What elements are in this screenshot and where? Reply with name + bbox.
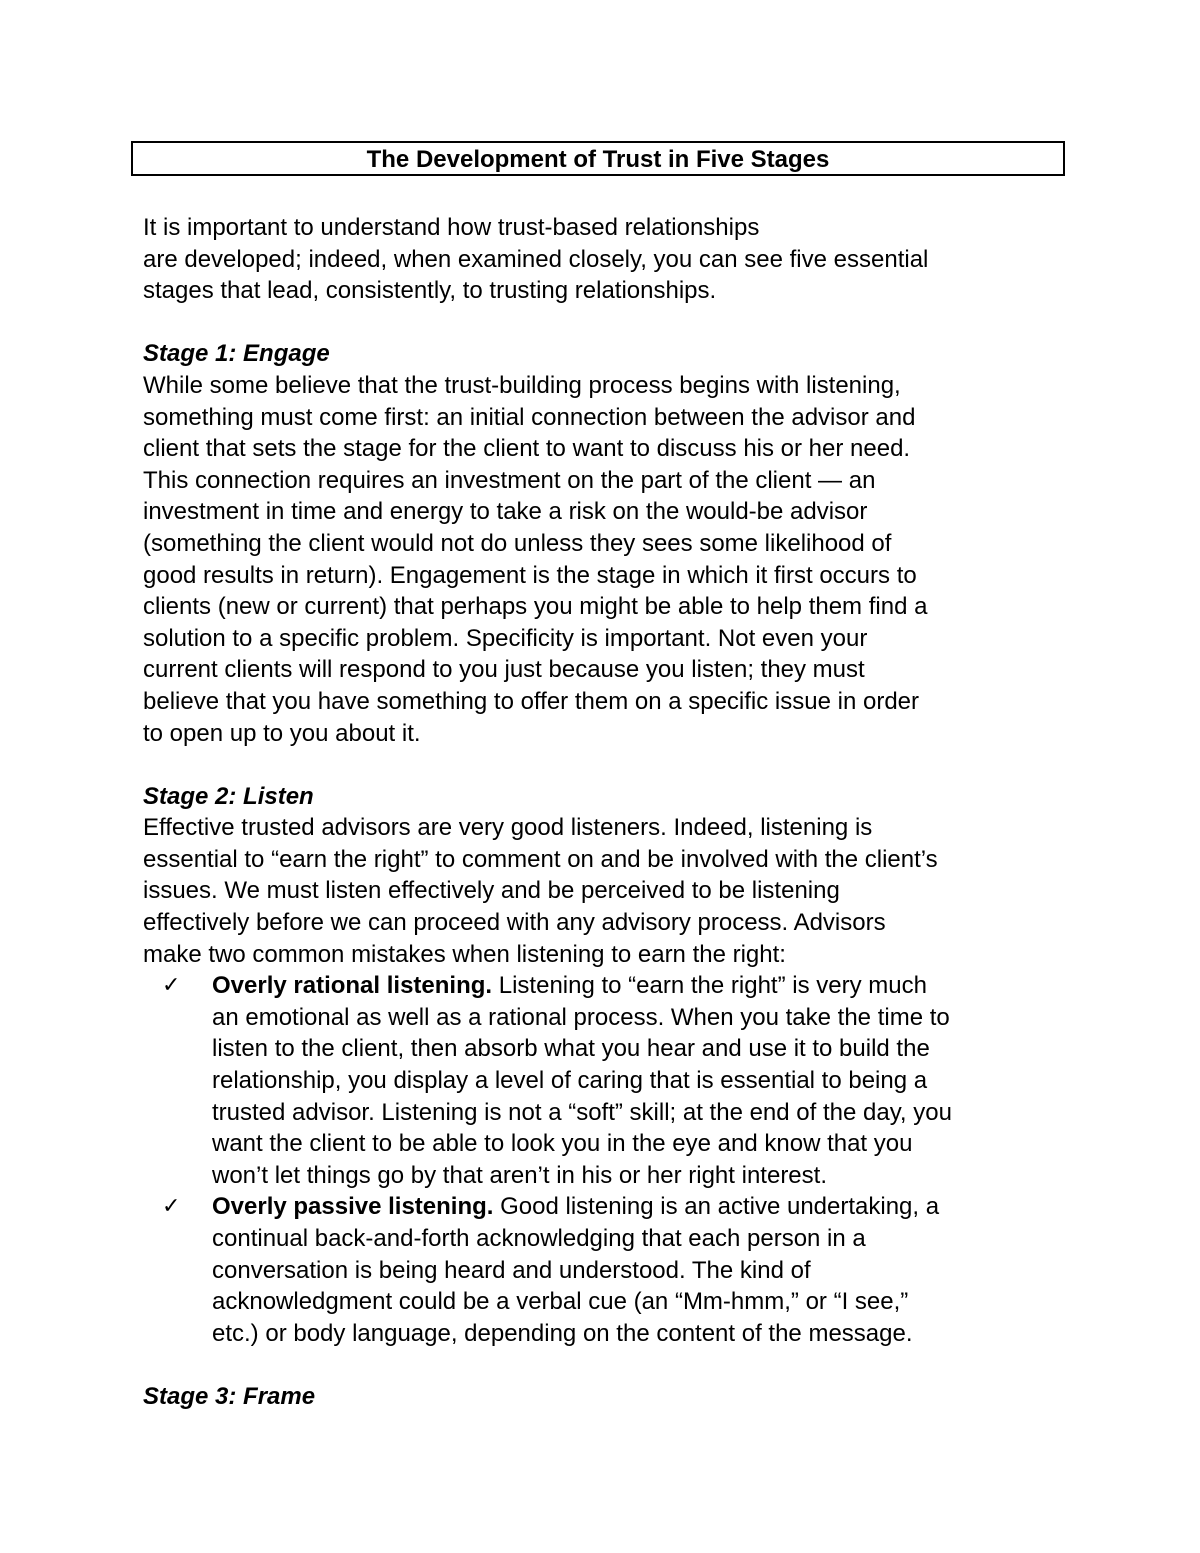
text-line: solution to a specific problem. Specificity is important. Not even your [143, 624, 868, 652]
check-icon: ✓ [162, 973, 181, 999]
text-line: investment in time and energy to take a risk on the would-be advisor [143, 498, 868, 526]
bullet-text: Listening to “earn the right” is very much [492, 972, 927, 1000]
stage3-section [143, 1381, 1073, 1413]
text-line: stages that lead, consistently, to trusting relationships. [143, 277, 717, 305]
stage2-section [143, 781, 1073, 1350]
text-line: Effective trusted advisors are very good listeners. Indeed, listening is [143, 814, 873, 842]
check-icon: ✓ [162, 1194, 181, 1220]
stage1-section [143, 338, 1073, 749]
text-line: issues. We must listen effectively and be perceived to be listening [143, 877, 840, 905]
text-line: listen to the client, then absorb what you hear and use it to build the [212, 1035, 930, 1063]
document-title: The Development of Trust in Five Stages [131, 141, 1065, 176]
text-line: clients (new or current) that perhaps you might be able to help them find a [143, 593, 928, 621]
bullet-list [143, 970, 1073, 1349]
list-item [143, 970, 1073, 1191]
bullet-term: Overly passive listening. [212, 1193, 494, 1221]
text-line: want the client to be able to look you in the eye and know that you [212, 1130, 913, 1158]
stage1-heading: Stage 1: Engage [143, 340, 330, 368]
text-line: an emotional as well as a rational process. When you take the time to [212, 1003, 950, 1031]
text-line: won’t let things go by that aren’t in his or her right interest. [212, 1161, 827, 1189]
text-line: It is important to understand how trust-based relationships [143, 214, 760, 241]
intro-paragraph [143, 212, 1073, 307]
text-line: relationship, you display a level of caring that is essential to being a [212, 1067, 928, 1095]
text-line: something must come first: an initial connection between the advisor and [143, 403, 916, 431]
text-line: make two common mistakes when listening to earn the right: [143, 940, 786, 968]
stage2-heading: Stage 2: Listen [143, 782, 314, 810]
text-line: believe that you have something to offer them on a specific issue in order [143, 687, 920, 715]
text-line: While some believe that the trust-building process begins with listening, [143, 371, 901, 399]
text-line: acknowledgment could be a verbal cue (an “Mm-hmm,” or “I see,” [212, 1288, 909, 1316]
text-line: This connection requires an investment on the part of the client — an [143, 466, 876, 494]
document-body [143, 212, 1073, 1413]
text-line: to open up to you about it. [143, 719, 421, 747]
text-line: continual back-and-forth acknowledging that each person in a [212, 1225, 866, 1252]
stage3-heading: Stage 3: Frame [143, 1382, 316, 1410]
text-line: etc.) or body language, depending on the content of the message. [212, 1319, 913, 1347]
text-line: essential to “earn the right” to comment on and be involved with the client’s [143, 845, 938, 873]
text-line: client that sets the stage for the client to want to discuss his or her need. [143, 435, 911, 463]
text-line: (something the client would not do unless they sees some likelihood of [143, 529, 892, 557]
text-line: conversation is being heard and understood. The kind of [212, 1256, 811, 1284]
text-line: are developed; indeed, when examined closely, you can see five essential [143, 245, 929, 273]
text-line: good results in return). Engagement is the stage in which it first occurs to [143, 561, 917, 589]
text-line: trusted advisor. Listening is not a “soft” skill; at the end of the day, you [212, 1098, 952, 1126]
text-line: current clients will respond to you just because you listen; they must [143, 656, 865, 684]
text-line: effectively before we can proceed with any advisory process. Advisors [143, 909, 886, 937]
list-item [143, 1191, 1073, 1349]
bullet-term: Overly rational listening. [212, 972, 493, 1000]
bullet-text: Good listening is an active undertaking, a [493, 1193, 940, 1221]
